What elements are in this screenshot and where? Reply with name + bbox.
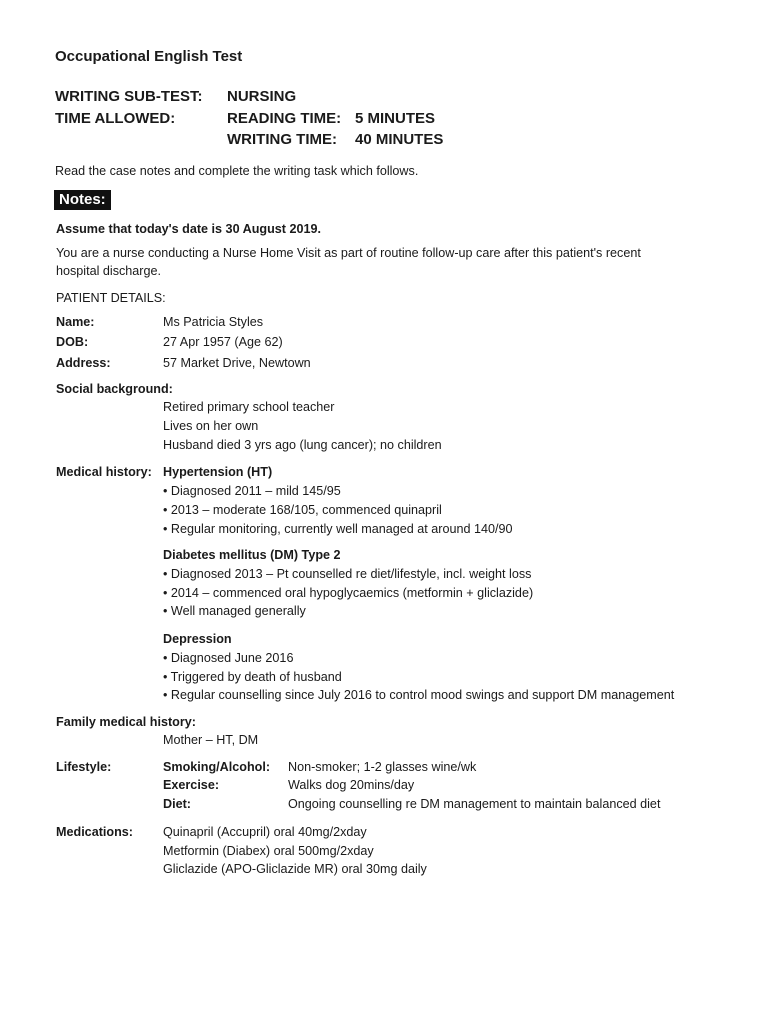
assume-date: Assume that today's date is 30 August 2019. xyxy=(56,222,321,236)
family-history-value: Mother – HT, DM xyxy=(163,733,259,747)
depression-item: • Triggered by death of husband xyxy=(163,670,342,684)
reading-time-label: READING TIME: xyxy=(227,110,342,127)
lifestyle-label: Lifestyle: xyxy=(56,760,112,774)
intro-line-1: You are a nurse conducting a Nurse Home Visit as part of routine follow-up care after this patient's recent xyxy=(56,246,641,260)
diabetes-heading: Diabetes mellitus (DM) Type 2 xyxy=(163,548,341,562)
hypertension-item: • Regular monitoring, currently well managed at around 140/90 xyxy=(163,522,513,536)
medical-history-label: Medical history: xyxy=(56,465,152,479)
depression-heading: Depression xyxy=(163,632,232,646)
smoking-label: Smoking/Alcohol: xyxy=(163,760,271,774)
hypertension-item: • Diagnosed 2011 – mild 145/95 xyxy=(163,484,341,498)
instruction-text: Read the case notes and complete the writing task which follows. xyxy=(55,164,419,178)
exercise-value: Walks dog 20mins/day xyxy=(288,778,415,792)
medication-item: Gliclazide (APO-Gliclazide MR) oral 30mg daily xyxy=(163,862,427,876)
diabetes-item: • Well managed generally xyxy=(163,604,306,618)
social-item: Retired primary school teacher xyxy=(163,400,335,414)
subtest-label: WRITING SUB-TEST: xyxy=(55,88,203,105)
social-background-label: Social background: xyxy=(56,382,173,396)
exercise-label: Exercise: xyxy=(163,778,220,792)
social-item: Husband died 3 yrs ago (lung cancer); no children xyxy=(163,438,442,452)
medication-item: Metformin (Diabex) oral 500mg/2xday xyxy=(163,844,374,858)
name-value: Ms Patricia Styles xyxy=(163,315,264,329)
dob-value: 27 Apr 1957 (Age 62) xyxy=(163,335,283,349)
hypertension-item: • 2013 – moderate 168/105, commenced quinapril xyxy=(163,503,442,517)
family-history-label: Family medical history: xyxy=(56,715,196,729)
document-title: Occupational English Test xyxy=(55,48,243,65)
address-value: 57 Market Drive, Newtown xyxy=(163,356,311,370)
dob-label: DOB: xyxy=(56,335,89,349)
name-label: Name: xyxy=(56,315,95,329)
diet-label: Diet: xyxy=(163,797,191,811)
depression-item: • Regular counselling since July 2016 to control mood swings and support DM management xyxy=(163,688,675,702)
social-item: Lives on her own xyxy=(163,419,259,433)
medication-item: Quinapril (Accupril) oral 40mg/2xday xyxy=(163,825,367,839)
time-allowed-label: TIME ALLOWED: xyxy=(55,110,176,127)
depression-item: • Diagnosed June 2016 xyxy=(163,651,294,665)
notes-label: Notes: xyxy=(54,190,111,210)
patient-details-heading: PATIENT DETAILS: xyxy=(56,291,166,305)
reading-time-value: 5 MINUTES xyxy=(355,110,436,127)
diet-value: Ongoing counselling re DM management to maintain balanced diet xyxy=(288,797,661,811)
diabetes-item: • Diagnosed 2013 – Pt counselled re diet/lifestyle, incl. weight loss xyxy=(163,567,532,581)
address-label: Address: xyxy=(56,356,111,370)
subtest-value: NURSING xyxy=(227,88,297,105)
writing-time-label: WRITING TIME: xyxy=(227,131,337,148)
hypertension-heading: Hypertension (HT) xyxy=(163,465,273,479)
smoking-value: Non-smoker; 1-2 glasses wine/wk xyxy=(288,760,477,774)
writing-time-value: 40 MINUTES xyxy=(355,131,444,148)
intro-line-2: hospital discharge. xyxy=(56,264,162,278)
medications-label: Medications: xyxy=(56,825,133,839)
diabetes-item: • 2014 – commenced oral hypoglycaemics (metformin + gliclazide) xyxy=(163,586,534,600)
